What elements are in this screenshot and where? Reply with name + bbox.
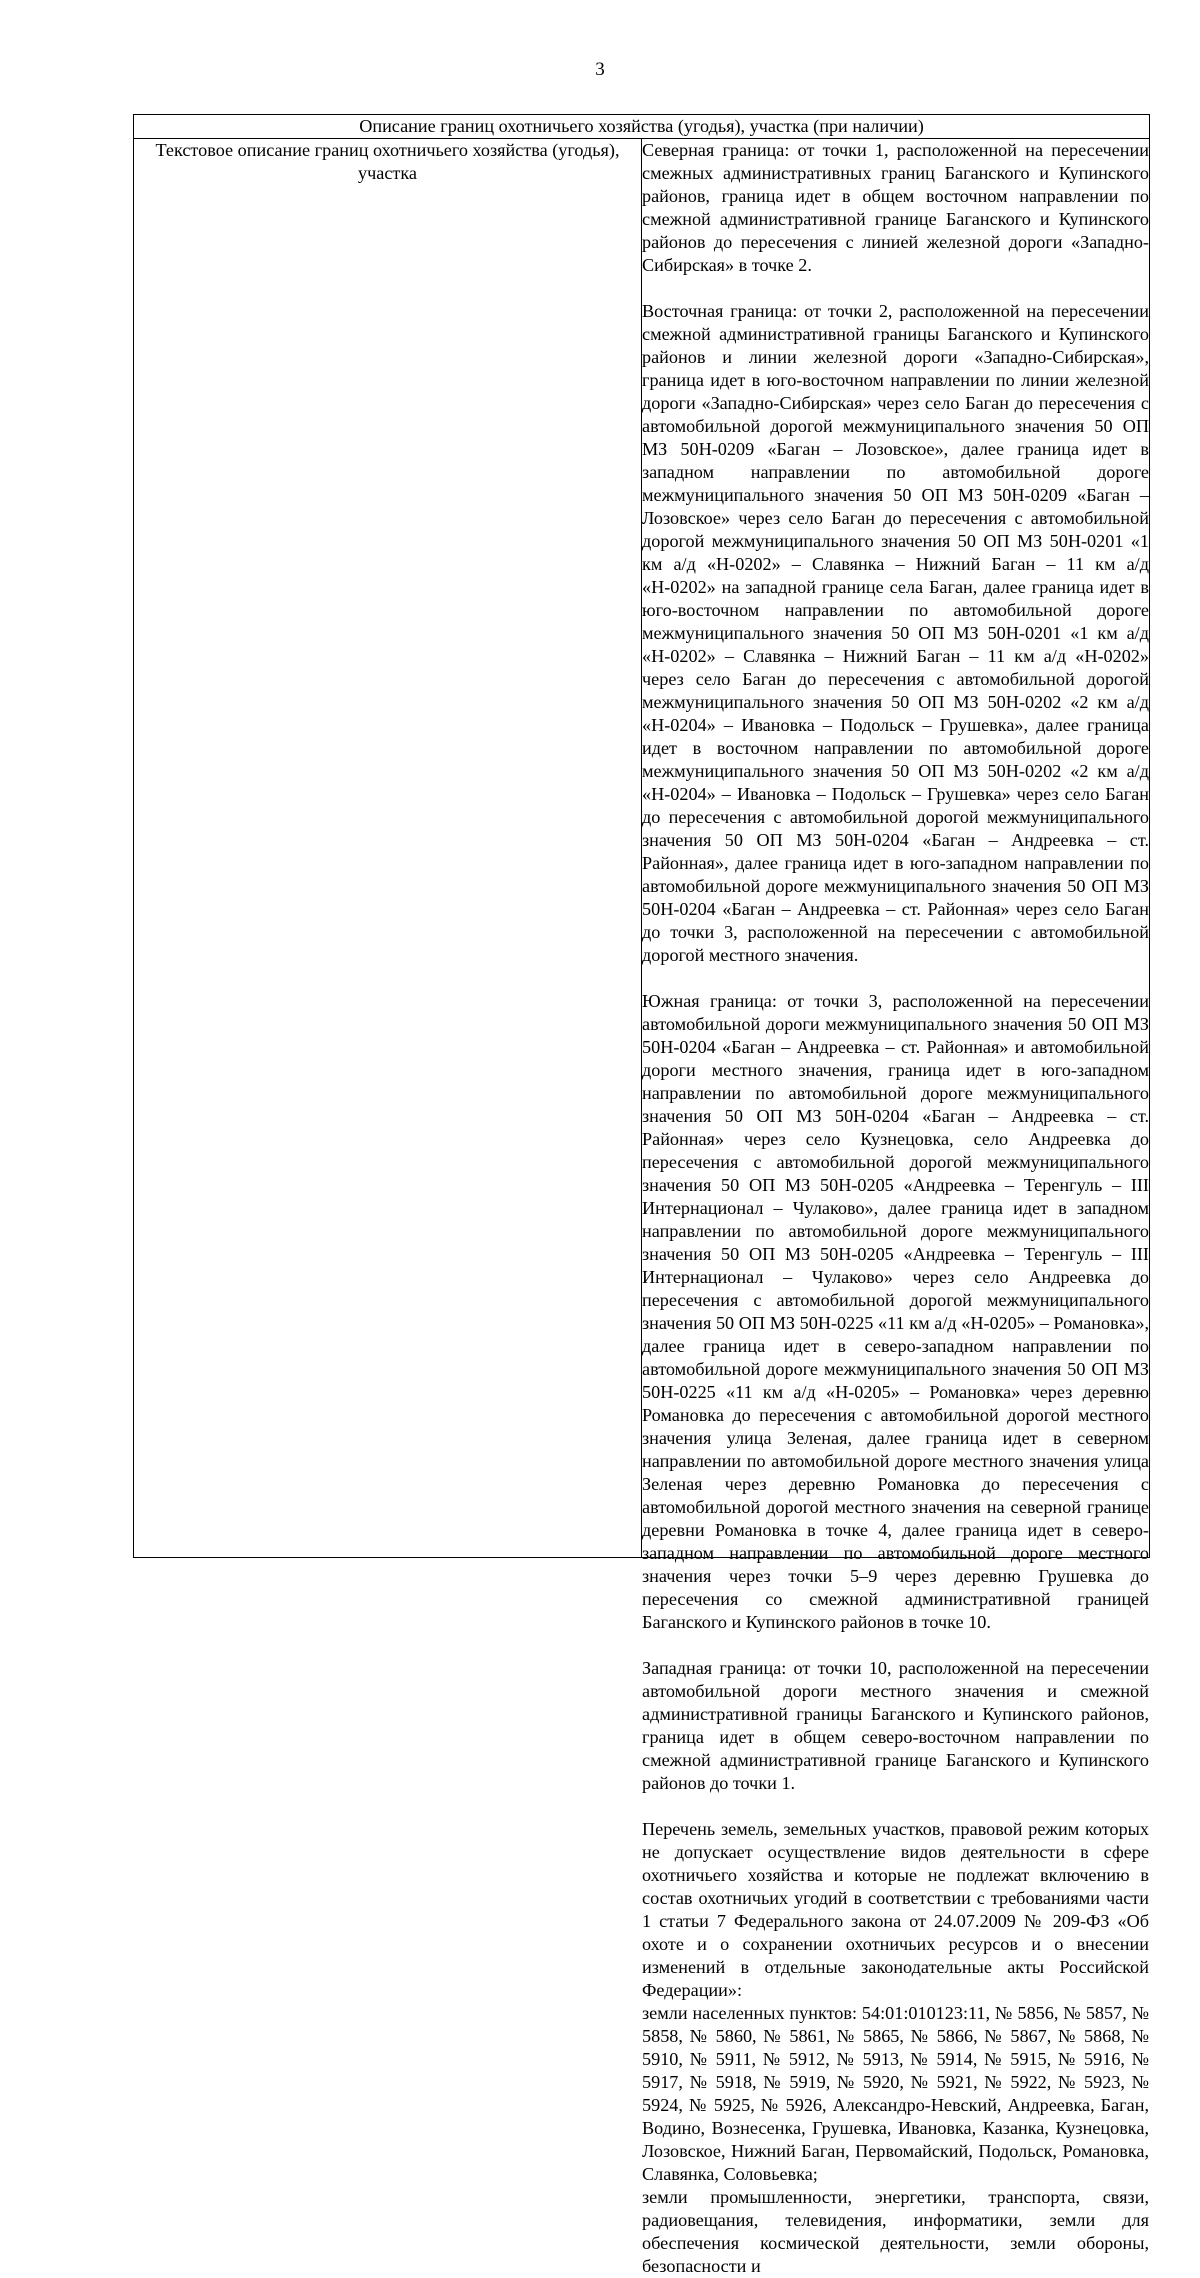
- boundary-text-content: [642, 139, 1149, 2276]
- west-boundary-paragraph: Западная граница: от точки 10, расположенной на пересечении автомобильной дороги местного значения и смежной административной границы Баганского и Купинского районов, граница идет в общем северо-восточном направлении по смежной административной границе Баганского и Купинского районов до точки 1.: [642, 1658, 1149, 1793]
- boundary-description-table: [133, 114, 1150, 2276]
- table-header: Описание границ охотничьего хозяйства (угодья), участка (при наличии): [134, 115, 1150, 139]
- table-header-row: [134, 115, 1150, 139]
- industry-lands-paragraph: земли промышленности, энергетики, транспорта, связи, радиовещания, телевидения, информатики, земли для обеспечения космической деятельности, земли обороны, безопасности и: [642, 2187, 1149, 2276]
- east-boundary-paragraph: Восточная граница: от точки 2, расположенной на пересечении смежной административной границы Баганского и Купинского районов и линии железной дороги «Западно-Сибирская», граница идет в юго-восточном направлении по линии железной дороги «Западно-Сибирская» через село Баган до пересечения с автомобильной дорогой межмуниципального значения 50 ОП МЗ 50Н-0209 «Баган – Лозовское», далее граница идет в западном направлении по автомобильной дороге межмуниципального значения 50 ОП МЗ 50Н-0209 «Баган – Лозовское» через село Баган до пересечения с автомобильной дорогой межмуниципального значения 50 ОП МЗ 50Н-0201 «1 км а/д «Н-0202» – Славянка – Нижний Баган – 11 км а/д «Н-0202» на западной границе села Баган, далее граница идет в юго-восточном направлении по автомобильной дороге межмуниципального значения 50 ОП МЗ 50Н-0201 «1 км а/д «Н-0202» – Славянка – Нижний Баган – 11 км а/д «Н-0202» через село Баган до пересечения с автомобильной дорогой межмуниципального значения 50 ОП МЗ 50Н-0202 «2 км а/д «Н-0204» – Ивановка – Подольск – Грушевка», далее граница идет в восточном направлении по автомобильной дороге межмуниципального значения 50 ОП МЗ 50Н-0202 «2 км а/д «Н-0204» – Ивановка – Подольск – Грушевка» через село Баган до пересечения с автомобильной дорогой межмуниципального значения 50 ОП МЗ 50Н-0204 «Баган – Андреевка – ст. Районная», далее граница идет в юго-западном направлении по автомобильной дороге межмуниципального значения 50 ОП МЗ 50Н-0204 «Баган – Андреевка – ст. Районная» через село Баган до точки 3, расположенной на пересечении с автомобильной дорогой местного значения.: [642, 301, 1149, 965]
- settlement-lands-paragraph: земли населенных пунктов: 54:01:010123:11, № 5856, № 5857, № 5858, № 5860, № 5861, № 5865, № 5866, № 5867, № 5868, № 5910, № 5911, № 5912, № 5913, № 5914, № 5915, № 5916, № 5917, № 5918, № 5919, № 5920, № 5921, № 5922, № 5923, № 5924, № 5925, № 5926, Александро-Невский, Андреевка, Баган, Водино, Вознесенка, Грушевка, Ивановка, Казанка, Кузнецовка, Лозовское, Нижний Баган, Первомайский, Подольск, Романовка, Славянка, Соловьевка;: [642, 2003, 1149, 2184]
- table-body-row: [134, 139, 1150, 1558]
- page-number: 3: [595, 59, 605, 80]
- excluded-lands-intro: Перечень земель, земельных участков, правовой режим которых не допускает осуществление видов деятельности в сфере охотничьего хозяйства и которые не подлежат включению в состав охотничьих угодий в соответствии с требованиями части 1 статьи 7 Федерального закона от 24.07.2009 № 209-ФЗ «Об охоте и о сохранении охотничьих ресурсов и о внесении изменений в отдельные законодательные акты Российской Федерации»:: [642, 1819, 1149, 2000]
- boundary-text-cell: [642, 139, 1150, 2276]
- row-label: Текстовое описание границ охотничьего хозяйства (угодья), участка: [134, 139, 642, 1558]
- south-boundary-paragraph: Южная граница: от точки 3, расположенной на пересечении автомобильной дороги межмуниципального значения 50 ОП МЗ 50Н-0204 «Баган – Андреевка – ст. Районная» и автомобильной дороги местного значения, граница идет в юго-западном направлении по автомобильной дороге межмуниципального значения 50 ОП МЗ 50Н-0204 «Баган – Андреевка – ст. Районная» через село Кузнецовка, село Андреевка до пересечения с автомобильной дорогой межмуниципального значения 50 ОП МЗ 50Н-0205 «Андреевка – Теренгуль – III Интернационал – Чулаково», далее граница идет в западном направлении по автомобильной дороге межмуниципального значения 50 ОП МЗ 50Н-0205 «Андреевка – Теренгуль – III Интернационал – Чулаково» через село Андреевка до пересечения с автомобильной дорогой межмуниципального значения 50 ОП МЗ 50Н-0225 «11 км а/д «Н-0205» – Романовка», далее граница идет в северо-западном направлении по автомобильной дороге межмуниципального значения 50 ОП МЗ 50Н-0225 «11 км а/д «Н-0205» – Романовка» через деревню Романовка до пересечения с автомобильной дорогой местного значения улица Зеленая, далее граница идет в северном направлении по автомобильной дороге местного значения улица Зеленая через деревню Романовка до пересечения с автомобильной дорогой местного значения на северной границе деревни Романовка в точке 4, далее граница идет в северо-западном направлении по автомобильной дороге местного значения через точки 5–9 через деревню Грушевка до пересечения со смежной административной границей Баганского и Купинского районов в точке 10.: [642, 991, 1149, 1632]
- north-boundary-paragraph: Северная граница: от точки 1, расположенной на пересечении смежных административных границ Баганского и Купинского районов, граница идет в общем восточном направлении по смежной административной границе Баганского и Купинского районов до пересечения с линией железной дороги «Западно-Сибирская» в точке 2.: [642, 140, 1149, 275]
